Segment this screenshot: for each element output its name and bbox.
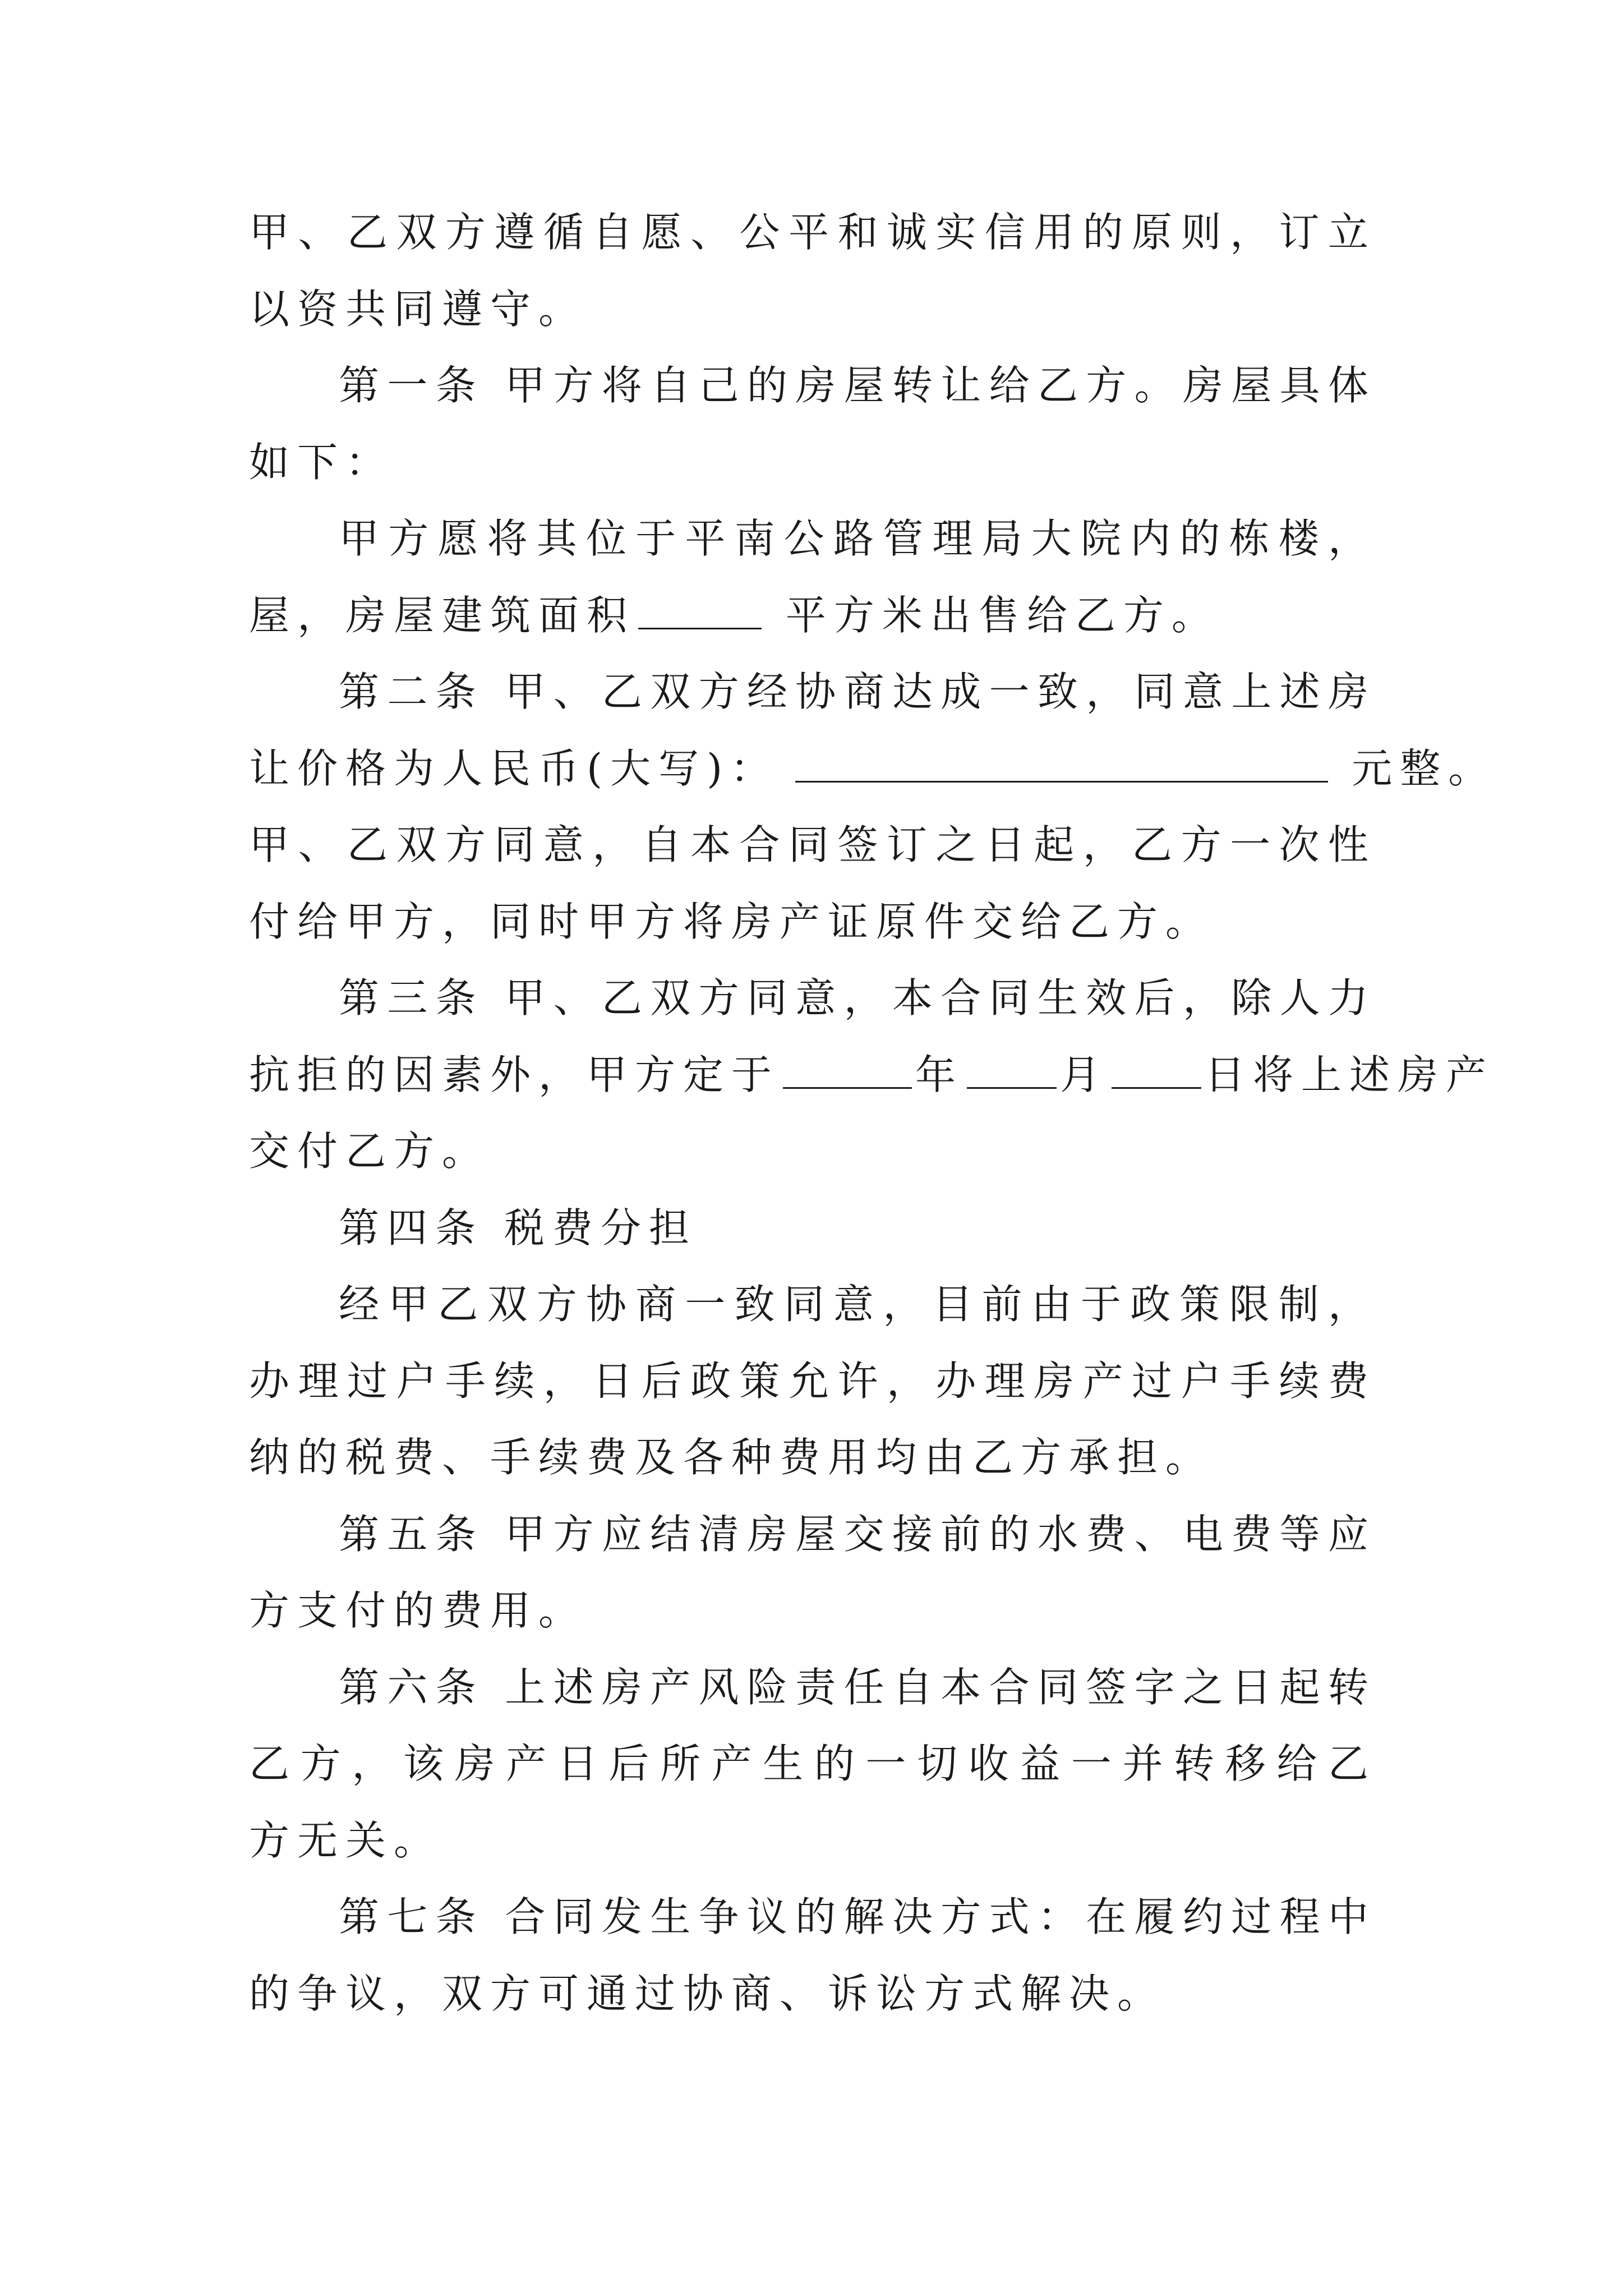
article-7-line-2: 的争议，双方可通过协商、诉讼方式解决。 <box>249 1970 1166 2017</box>
article-5-line-2: 方支付的费用。 <box>249 1587 587 1634</box>
article-3-line-2 <box>249 1037 1495 1114</box>
article-2-line-2 <box>249 730 1497 807</box>
article-5-line-1: 第五条 甲方应结清房屋交接前的水费、电费等应 <box>339 1510 1376 1558</box>
article-1-detail-line-1: 甲方愿将其位于平南公路管理局大院内的栋楼， <box>339 515 1376 562</box>
article-2-line-3: 甲、乙双方同意，自本合同签订之日起，乙方一次性 <box>249 821 1376 868</box>
price-unit-text: 元整。 <box>1352 744 1497 792</box>
article-3-line-1: 第三条 甲、乙双方同意，本合同生效后，除人力 <box>339 974 1376 1022</box>
price-label: 让价格为人民币(大写)： <box>249 744 779 792</box>
year-text: 年 <box>915 1051 964 1098</box>
article-4-detail-line-2: 办理过户手续，日后政策允许，办理房产过户手续费 <box>249 1357 1376 1405</box>
area-blank-field[interactable] <box>638 593 762 629</box>
article-1-detail-line-2 <box>249 577 1376 654</box>
article-1-line-1: 第一条 甲方将自己的房屋转让给乙方。房屋具体 <box>339 362 1376 409</box>
article-4-heading: 第四条 税费分担 <box>339 1204 697 1251</box>
article-6-line-1: 第六条 上述房产风险责任自本合同签字之日起转 <box>339 1663 1376 1711</box>
day-blank-field[interactable] <box>1112 1052 1201 1089</box>
article-3-line-3: 交付乙方。 <box>249 1128 491 1175</box>
article-4-detail-line-3: 纳的税费、手续费及各种费用均由乙方承担。 <box>249 1434 1214 1481</box>
month-text: 月 <box>1060 1051 1109 1098</box>
preamble-line-2: 以资共同遵守。 <box>249 285 587 333</box>
article-2-line-4: 付给甲方，同时甲方将房产证原件交给乙方。 <box>249 898 1214 945</box>
preamble-line-1: 甲、乙双方遵循自愿、公平和诚实信用的原则，订立 <box>249 209 1376 256</box>
area-unit-text: 平方米出售给乙方。 <box>785 591 1220 639</box>
article-2-line-1: 第二条 甲、乙双方经协商达成一致，同意上述房 <box>339 668 1376 715</box>
year-blank-field[interactable] <box>783 1052 912 1089</box>
article-7-line-1: 第七条 合同发生争议的解决方式：在履约过程中 <box>339 1893 1376 1940</box>
article-6-line-3: 方无关。 <box>249 1816 442 1864</box>
price-blank-field[interactable] <box>795 746 1328 783</box>
contract-body <box>249 194 1497 2032</box>
month-blank-field[interactable] <box>967 1052 1057 1089</box>
article-1-line-2: 如下： <box>249 438 394 486</box>
day-text: 日将上述房产 <box>1205 1051 1495 1098</box>
article-6-line-2: 乙方，该房产日后所产生的一切收益一并转移给乙 <box>249 1740 1376 1787</box>
article-4-detail-line-1: 经甲乙双方协商一致同意，目前由于政策限制， <box>339 1281 1376 1328</box>
area-label: 屋，房屋建筑面积 <box>249 591 635 639</box>
delivery-date-label: 抗拒的因素外，甲方定于 <box>249 1051 780 1098</box>
